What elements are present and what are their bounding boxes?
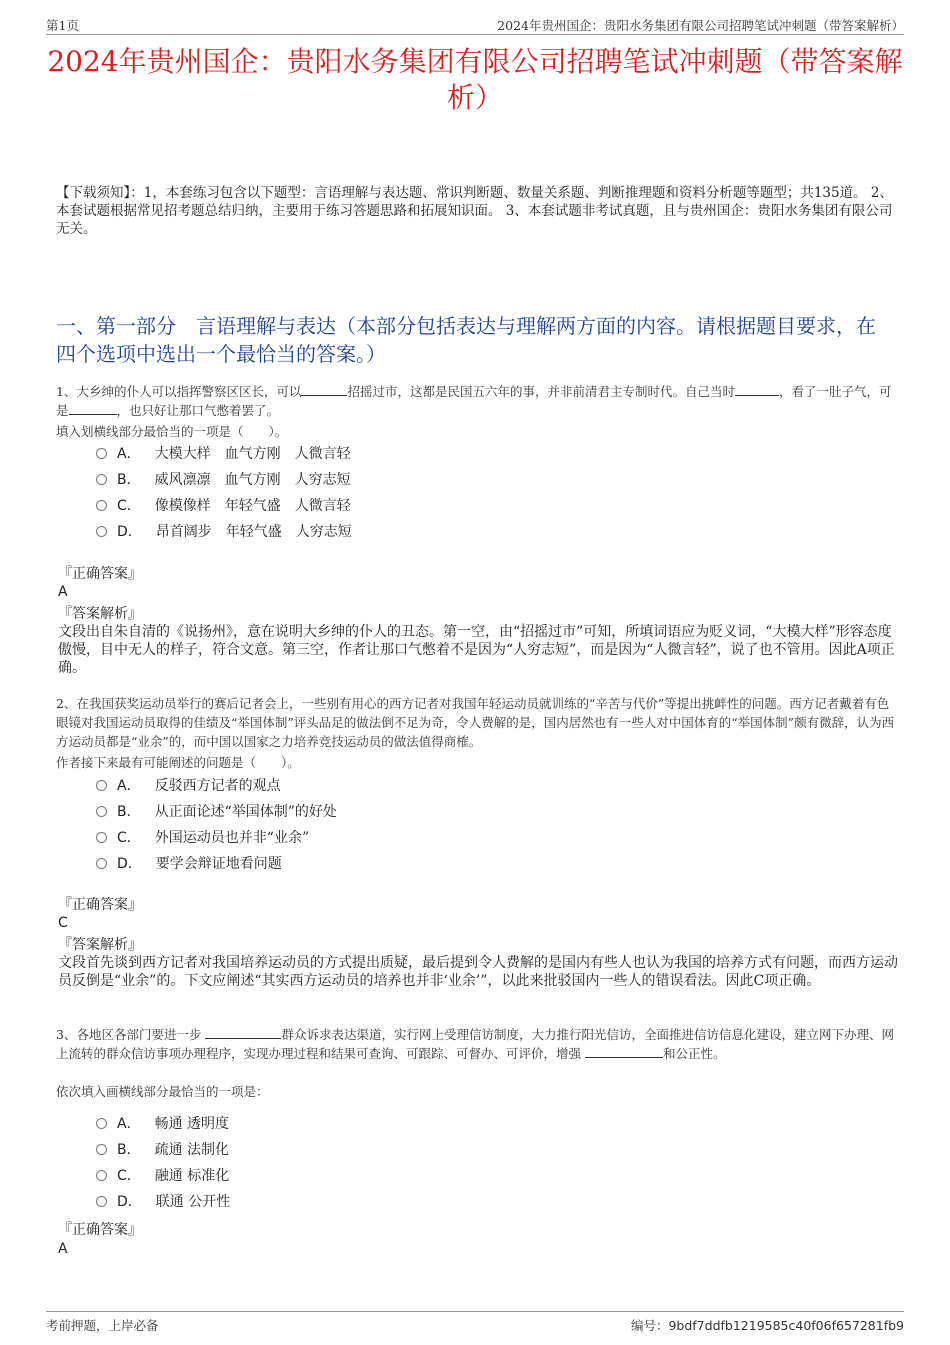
question-2-stem: 2、在我国获奖运动员举行的赛后记者会上，一些别有用心的西方记者对我国年轻运动员就训练的“辛苦与代价”等提出挑衅性的问题。西方记者戴着有色眼镜对我国运动员取得的佳绩及“举国体制”评头品足的做法倒不足为奇，令人费解的是，国内居然也有一些人对中国体育的“举国体制”颇有微辞，认为西方运动员都是“业余”的，而中国以国家之力培养竞技运动员的做法值得商榷。 xyxy=(56,696,895,749)
radio-icon[interactable] xyxy=(96,474,107,485)
q1-text-1: 1、大乡绅的仆人可以指挥警察区区长，可以 xyxy=(56,384,302,399)
q2-analysis-label: 『答案解析』 xyxy=(58,937,142,953)
question-1-stem xyxy=(56,382,900,420)
question-1-prompt: 填入划横线部分最恰当的一项是（ ）。 xyxy=(56,424,288,439)
radio-icon[interactable] xyxy=(96,1118,107,1129)
q1-blank-1 xyxy=(301,395,347,396)
header-doc-title: 2024年贵州国企：贵阳水务集团有限公司招聘笔试冲刺题（带答案解析） xyxy=(497,18,904,33)
q3-answer: A xyxy=(58,1241,68,1257)
footer-slogan: 考前押题，上岸必备 xyxy=(46,1318,159,1333)
page-header xyxy=(46,14,904,35)
q3-option-c[interactable]: C． 融通 标准化 xyxy=(96,1166,229,1186)
page-footer xyxy=(46,1311,904,1340)
q1-text-3: ，看了一肚子气，可是 xyxy=(56,384,892,418)
radio-icon[interactable] xyxy=(96,500,107,511)
section-title: 一、第一部分 言语理解与表达（本部分包括表达与理解两方面的内容。请根据题目要求，在四个选项中选出一个最恰当的答案。） xyxy=(56,314,876,366)
question-3-prompt: 依次填入画横线部分最恰当的一项是： xyxy=(56,1084,269,1099)
radio-icon[interactable] xyxy=(96,448,107,459)
q3-blank-1 xyxy=(205,1038,281,1039)
footer-code: 编号：9bdf7ddfb1219585c40f06f657281fb9 xyxy=(630,1318,904,1333)
q1-option-b[interactable]: B． 威风凛凛 血气方刚 人穷志短 xyxy=(96,470,351,490)
q2-correct-label: 『正确答案』 xyxy=(58,897,142,913)
q3-correct-label: 『正确答案』 xyxy=(58,1222,142,1238)
radio-icon[interactable] xyxy=(96,858,107,869)
q1-answer: A xyxy=(58,584,68,600)
q1-text-4: ，也只好让那口气憋着罢了。 xyxy=(116,403,280,418)
question-2-prompt: 作者接下来最有可能阐述的问题是（ ）。 xyxy=(56,755,300,770)
question-3-stem: 3、各地区各部门要进一步 群众诉求表达渠道，实行网上受理信访制度，大力推行阳光信访，全面推进信访信息化建设，建立网下办理、网上流转的群众信访事项办理程序，实现办理过程和结果可查询、可跟踪、可督办、可评价，增强 和公正性。 xyxy=(56,1027,894,1061)
radio-icon[interactable] xyxy=(96,832,107,843)
q3-blank-2 xyxy=(585,1057,663,1058)
q2-option-a[interactable]: A． 反驳西方记者的观点 xyxy=(96,776,281,796)
q2-option-b[interactable]: B． 从正面论述“举国体制”的好处 xyxy=(96,802,337,822)
q2-option-d[interactable]: D． 要学会辩证地看问题 xyxy=(96,854,282,874)
q1-correct-label: 『正确答案』 xyxy=(58,566,142,582)
q1-blank-3 xyxy=(69,414,117,415)
radio-icon[interactable] xyxy=(96,1144,107,1155)
page-number: 第1页 xyxy=(46,18,79,33)
q3-option-a[interactable]: A． 畅通 透明度 xyxy=(96,1114,229,1134)
download-notice: 【下载须知】：1，本套练习包含以下题型：言语理解与表达题、常识判断题、数量关系题、判断推理题和资料分析题等题型；共135道。 2、本套试题根据常见招考题总结归纳，主要用于练习答题思路和拓展知识面。 3、本套试题非考试真题，且与贵州国企：贵阳水务集团有限公司无关。 xyxy=(56,185,893,237)
radio-icon[interactable] xyxy=(96,1196,107,1207)
radio-icon[interactable] xyxy=(96,806,107,817)
page-title: 2024年贵州国企：贵阳水务集团有限公司招聘笔试冲刺题（带答案解析） xyxy=(47,45,903,114)
q2-answer: C xyxy=(58,915,68,931)
q1-option-c[interactable]: C． 像模像样 年轻气盛 人微言轻 xyxy=(96,496,351,516)
q2-option-c[interactable]: C． 外国运动员也并非“业余” xyxy=(96,828,309,848)
q3-option-b[interactable]: B． 疏通 法制化 xyxy=(96,1140,229,1160)
q1-option-a[interactable]: A． 大模大样 血气方刚 人微言轻 xyxy=(96,444,351,464)
q1-analysis-label: 『答案解析』 xyxy=(58,606,142,622)
q2-analysis: 文段首先谈到西方记者对我国培养运动员的方式提出质疑，最后提到令人费解的是国内有些人也认为我国的培养方式有问题，而西方运动员反倒是“业余”的。下文应阐述“其实西方运动员的培养也并非‘业余’”，以此来批驳国内一些人的错误看法。因此C项正确。 xyxy=(58,955,898,989)
q3-option-d[interactable]: D． 联通 公开性 xyxy=(96,1192,230,1212)
radio-icon[interactable] xyxy=(96,526,107,537)
q1-blank-2 xyxy=(735,395,779,396)
radio-icon[interactable] xyxy=(96,1170,107,1181)
q1-analysis: 文段出自朱自清的《说扬州》，意在说明大乡绅的仆人的丑态。第一空，由“招摇过市”可知，所填词语应为贬义词，“大模大样”形容态度傲慢，目中无人的样子，符合文意。第三空，作者让那口气憋着不是因为“人穷志短”，而是因为“人微言轻”，说了也不管用。因此A项正确。 xyxy=(58,624,895,676)
radio-icon[interactable] xyxy=(96,780,107,791)
q1-option-d[interactable]: D． 昂首阔步 年轻气盛 人穷志短 xyxy=(96,522,352,542)
q1-text-2: 招摇过市，这都是民国五六年的事，并非前清君主专制时代。自己当时 xyxy=(347,384,735,399)
